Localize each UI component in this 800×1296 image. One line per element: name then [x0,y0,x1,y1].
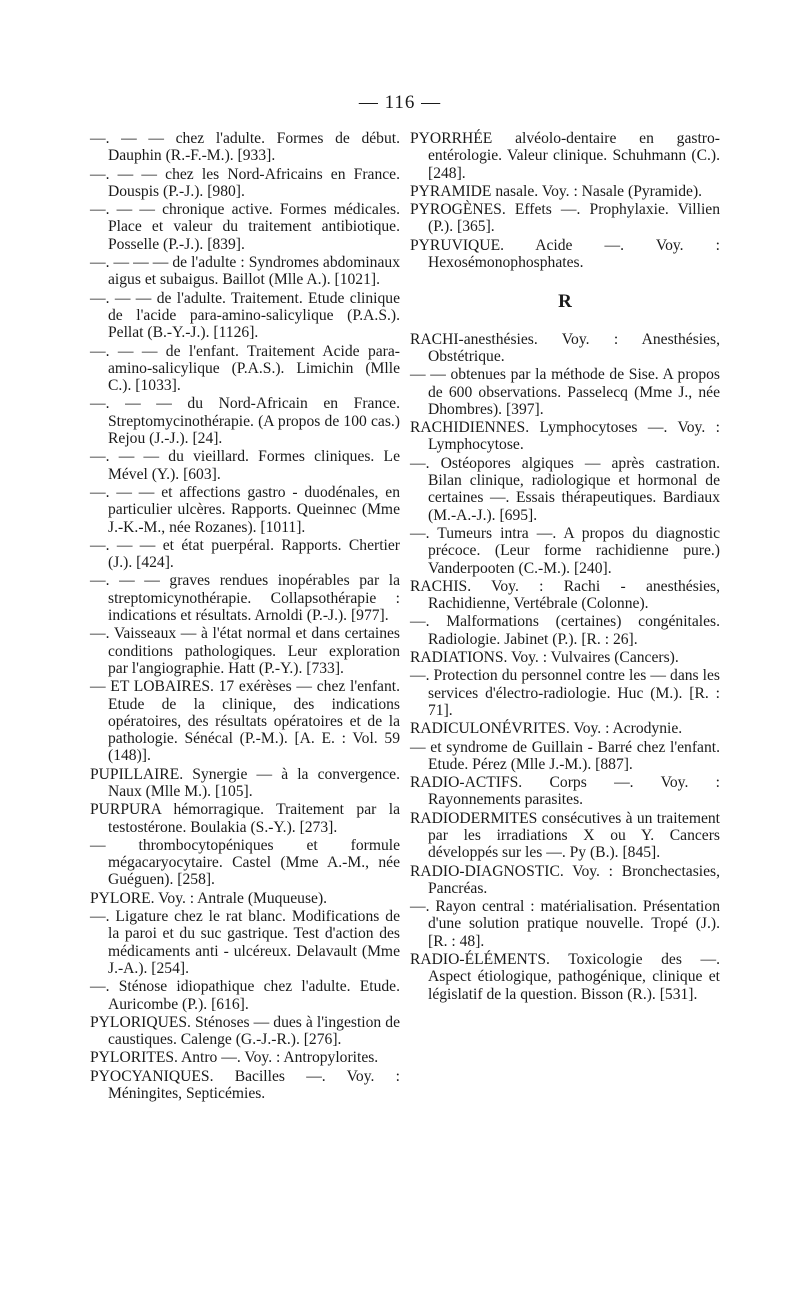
index-entry: RACHIS. Voy. : Rachi - anesthésies, Rachidienne, Vertébrale (Colonne). [410,577,720,613]
index-entry: —. — — du vieillard. Formes cliniques. Le Mével (Y.). [603]. [90,448,400,483]
index-entry: —. Vaisseaux — à l'état normal et dans certaines conditions pathologiques. Leur exploration par l'angiographie. Hatt (P.-Y.). [733]. [90,625,400,677]
index-entry: — — obtenues par la méthode de Sise. A propos de 600 observations. Passelecq (Mme J., née Dhombres). [397]. [410,366,720,418]
right-column [410,130,720,1004]
left-column [90,130,400,1103]
index-entry: RADIO-ÉLÉMENTS. Toxicologie des —. Aspect étiologique, pathogénique, clinique et législatif de la question. Bisson (R.). [531]. [410,951,720,1003]
index-entry: —. — — du Nord-Africain en France. Streptomycinothérapie. (A propos de 100 cas.) Rejou (J.-J.). [24]. [90,395,400,448]
index-entry: — thrombocytopéniques et formule mégacaryocytaire. Castel (Mme A.-M., née Guéguen). [258]. [90,836,400,889]
index-entry: PYLORIQUES. Sténoses — dues à l'ingestion de caustiques. Calenge (G.-J.-R.). [276]. [90,1013,400,1049]
index-entry: —. — — et affections gastro - duodénales, en particulier ulcères. Rapports. Queinnec (Mme J.-K.-M., née Rozanes). [1011]. [90,483,400,536]
index-entry: RADIODERMITES consécutives à un traitement par les irradiations X ou Y. Cancers développés sur les —. Py (B.). [845]. [410,809,720,862]
index-entry: RADIATIONS. Voy. : Vulvaires (Cancers). [410,649,679,667]
index-entry: PYRUVIQUE. Acide —. Voy. : Hexosémonophosphates. [410,236,720,272]
index-entry: PURPURA hémorragique. Traitement par la testostérone. Boulakia (S.-Y.). [273]. [90,801,400,836]
index-entry: PYORRHÉE alvéolo-dentaire en gastro-entérologie. Valeur clinique. Schuhmann (C.). [248]. [410,130,720,182]
index-entry: —. Rayon central : matérialisation. Présentation d'une solution pratique nouvelle. Tropé (J.). [R. : 48]. [410,898,720,950]
index-entry: RADIO-DIAGNOSTIC. Voy. : Bronchectasies, Pancréas. [410,862,720,897]
index-entry: —. Sténose idiopathique chez l'adulte. Etude. Auricombe (P.). [616]. [90,978,400,1013]
index-entry: —. — — graves rendues inopérables par la streptomicynothérapie. Collapsothérapie : indications et résultats. Arnoldi (P.-J.). [977]. [90,572,400,625]
index-entry: —. — — de l'adulte. Traitement. Etude clinique de l'acide para-amino-salicylique (P.A.S.). Pellat (B.-Y.-J.). [1126]. [90,289,400,342]
index-entry: RADIO-ACTIFS. Corps —. Voy. : Rayonnements parasites. [410,774,720,809]
index-entry: RACHIDIENNES. Lymphocytoses —. Voy. : Lymphocytose. [410,419,720,454]
index-entry: PYLORE. Voy. : Antrale (Muqueuse). [90,889,328,907]
index-entry: —. — — chez les Nord-Africains en France. Douspis (P.-J.). [980]. [90,165,400,200]
index-entry: RACHI-anesthésies. Voy. : Anesthésies, Obstétrique. [410,330,720,365]
index-entry: —. Malformations (certaines) congénitales. Radiologie. Jabinet (P.). [R. : 26]. [410,613,720,648]
page-number: — 116 — [358,92,442,113]
index-entry: — ET LOBAIRES. 17 exérèses — chez l'enfant. Etude de la clinique, des indications opératoires, des résultats opératoires et de la pathologie. Sénécal (P.-M.). [A. E. : Vol. 59 (148)]. [90,678,400,765]
index-entry: —. — — chez l'adulte. Formes de début. Dauphin (R.-F.-M.). [933]. [90,130,400,165]
index-entry: —. — — — de l'adulte : Syndromes abdominaux aigus et subaigus. Baillot (Mlle A.). [1021]. [90,254,400,289]
section-letter-heading: R [558,291,572,313]
index-entry: PYROGÈNES. Effets —. Prophylaxie. Villien (P.). [365]. [410,201,720,236]
index-entry: —. Tumeurs intra —. A propos du diagnostic précoce. (Leur forme rachidienne pure.) Vanderpooten (C.-M.). [240]. [410,524,720,577]
index-entry: —. Protection du personnel contre les — dans les services d'électro-radiologie. Huc (M.). [R. : 71]. [410,667,720,719]
index-entry: PYOCYANIQUES. Bacilles —. Voy. : Méningites, Septicémies. [90,1067,400,1103]
index-entry: —. Ostéopores algiques — après castration. Bilan clinique, radiologique et hormonal de certaines —. Essais thérapeutiques. Bardiaux (M.-A.-J.). [695]. [410,454,720,524]
index-entry: —. — — chronique active. Formes médicales. Place et valeur du traitement antibiotique. Posselle (P.-J.). [839]. [90,201,400,253]
index-entry: PYLORITES. Antro —. Voy. : Antropylorites. [90,1049,379,1067]
index-entry: PYRAMIDE nasale. Voy. : Nasale (Pyramide). [410,182,703,200]
index-entry: —. — — et état puerpéral. Rapports. Chertier (J.). [424]. [90,536,400,572]
index-entry: —. — — de l'enfant. Traitement Acide para-amino-salicylique (P.A.S.). Limichin (Mlle C.). [1033]. [90,342,400,395]
index-entry: —. Ligature chez le rat blanc. Modifications de la paroi et du suc gastrique. Test d'action des médicaments anti - ulcéreux. Delavault (Mme J.-A.). [254]. [90,908,400,977]
index-entry: — et syndrome de Guillain - Barré chez l'enfant. Etude. Pérez (Mlle J.-M.). [887]. [410,738,720,773]
index-entry: PUPILLAIRE. Synergie — à la convergence. Naux (Mlle M.). [105]. [90,765,400,800]
index-entry: RADICULONÉVRITES. Voy. : Acrodynie. [410,720,683,738]
